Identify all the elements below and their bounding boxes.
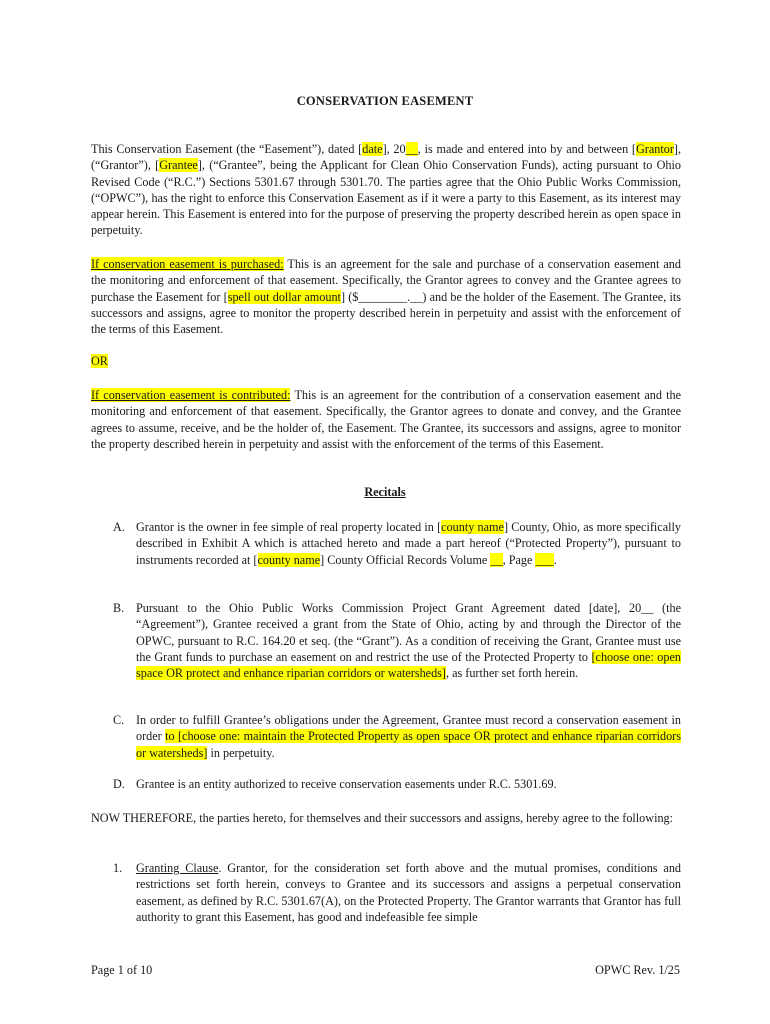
recital-a-text-2: ] County, Ohio, as more specifically described in Exhibit A which is attached hereto and made a part hereof (“Protected Property”), pursuant to instruments recorded at [ [136, 520, 681, 567]
date-placeholder: date [362, 142, 383, 156]
page-number: Page 1 of 10 [91, 963, 153, 977]
document-title: CONSERVATION EASEMENT [296, 94, 474, 108]
now-therefore-paragraph: NOW THEREFORE, the parties hereto, for themselves and their successors and assigns, hereby agree to the following: [91, 811, 674, 825]
recital-a-text-3: ] County Official Records Volume [320, 552, 491, 567]
grantee-placeholder: Grantee [159, 158, 198, 173]
recital-c-text [136, 712, 681, 761]
granting-clause [91, 860, 681, 925]
intro-text-1: This Conservation Easement (the “Easement”), dated [ [91, 142, 363, 156]
contributed-lead: If conservation easement is contributed: [91, 388, 291, 402]
county-placeholder-1: county name [441, 520, 504, 534]
choose-one-placeholder-b: [choose one: open space OR protect and enhance riparian corridors or watersheds] [136, 649, 681, 681]
intro-text-4: ], (“Grantor”), [ [91, 142, 682, 173]
recital-b-text [136, 600, 681, 681]
recital-d-label: D. [113, 777, 125, 791]
intro-text-5: ], (“Grantee”, being the Applicant for Clean Ohio Conservation Funds), acting pursuant to Ohio Revised Code (“R.C.”) Sections 5301.67 through 5301.70. The parties agree that the Ohio Public Works Commission, (“OPWC”), has the right to enforce this Conservation Easement as if it were a party to this Easement, as its interest may appear herein. This Easement is entered into for the purpose of preserving the property described herein as open space in perpetuity. [91, 158, 681, 238]
grantor-placeholder: Grantor [636, 142, 674, 156]
recital-a-label: A. [113, 520, 125, 534]
or-text: OR [91, 354, 108, 368]
recital-b [91, 600, 681, 681]
recital-b-text-1: Pursuant to the Ohio Public Works Commission Project Grant Agreement dated [date], 20__ (the “Agreement”), Grantee received a grant from the State of Ohio, acting by and through the Director of the OPWC, pursuant to R.C. 164.20 et seq. (the “Grant”). As a condition of receiving the Grant, Grantee must use the Grant funds to purchase an easement on and restrict the use of the Protected Property to [136, 601, 681, 664]
choose-one-placeholder-c: to [choose one: maintain the Protected Property as open space OR protect and enhance riparian corridors or watersheds] [136, 729, 681, 760]
revision-label: OPWC Rev. 1/25 [595, 963, 680, 977]
amount-placeholder: spell out dollar amount [227, 289, 341, 304]
recital-d-text: Grantee is an entity authorized to receive conservation easements under R.C. 5301.69. [136, 777, 557, 791]
county-placeholder-2: county name [257, 552, 321, 567]
recital-c-text-2: in perpetuity. [207, 745, 275, 760]
purchased-text-2: ] ($________.__) and be the holder of the Easement. The Grantee, its successors and assigns, agree to monitor the property described herein in perpetuity and assist with the enforcement of the terms of this Easement. [91, 289, 681, 337]
recital-a-text-1: Grantor is the owner in fee simple of real property located in [ [136, 520, 442, 534]
purchased-text-1: This is an agreement for the sale and purchase of a conservation easement and the monitoring and enforcement of that easement. Specifically, the Grantor agrees to convey and the Grantee agrees to purchase the Easement for [ [91, 257, 681, 304]
recital-d [91, 776, 681, 792]
recital-a-text [136, 519, 681, 568]
year-placeholder: __ [405, 142, 418, 156]
purchased-lead: If conservation easement is purchased: [91, 257, 284, 271]
recital-a [91, 519, 681, 568]
recital-b-label: B. [113, 601, 125, 615]
clause-1-label: 1. [113, 861, 123, 875]
page-placeholder: ___ [535, 552, 554, 567]
purchased-paragraph [91, 256, 681, 337]
intro-text-2: ], 20 [382, 142, 406, 156]
volume-placeholder: __ [490, 552, 503, 567]
clause-1-heading: Granting Clause [136, 861, 219, 875]
recital-a-text-4: , Page [502, 552, 536, 567]
recital-c [91, 712, 681, 761]
intro-paragraph [91, 141, 681, 239]
recital-b-text-2: , as further set forth herein. [445, 666, 579, 681]
contributed-paragraph [91, 387, 681, 452]
intro-text-3: , is made and entered into by and between [ [417, 142, 636, 156]
or-label [91, 353, 681, 369]
recital-c-label: C. [113, 713, 125, 727]
recital-a-text-5: . [553, 552, 557, 567]
clause-1-text [136, 860, 681, 925]
contributed-text: This is an agreement for the contribution of a conservation easement and the monitoring and enforcement of that easement. Specifically, the Grantor agrees to donate and convey, and the Grantee agrees to assume, receive, and be the holder of, the Easement. The Grantee, its successors and assigns, agree to monitor the property described herein in perpetuity and assist with the enforcement of the terms of this Easement. [91, 388, 681, 451]
clause-1-body: . Grantor, for the consideration set forth above and the mutual promises, conditions and restrictions set forth herein, conveys to Grantee and its successors and assigns a perpetual conservation easement, as defined by R.C. 5301.67(A), on the Protected Property. The Grantor warrants that Grantor has full authority to grant this Easement, has good and indefeasible fee simple [136, 861, 682, 924]
recital-c-text-1: In order to fulfill Grantee’s obligations under the Agreement, Grantee must record a conservation easement in order [136, 713, 681, 744]
recitals-heading: Recitals [364, 485, 406, 499]
